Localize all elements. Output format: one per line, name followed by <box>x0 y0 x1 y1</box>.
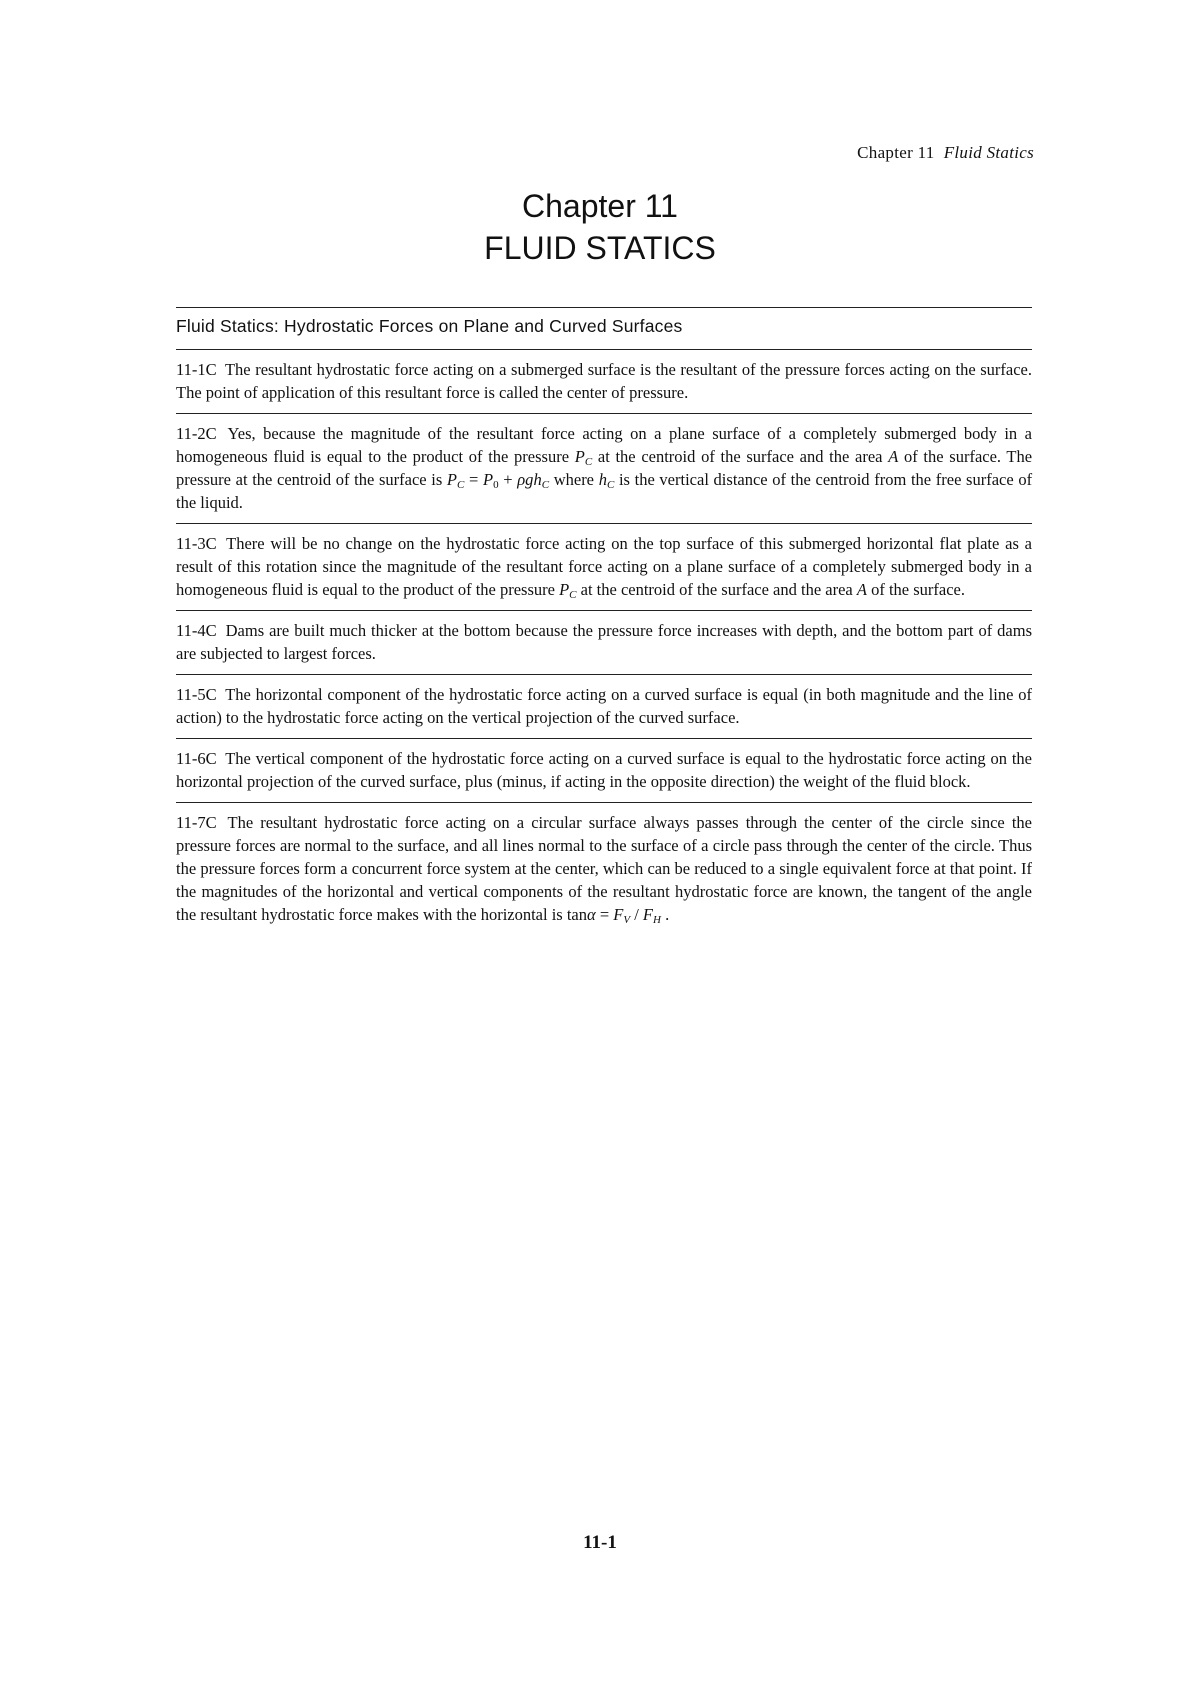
math-sub-c: C <box>569 589 577 601</box>
problem-text: The resultant hydrostatic force acting on a circular surface always passes through the center of the circle since the pressure forces are normal to the surface, and all lines normal to the surface of a circle pass through the center of the circle. Thus the pressure forces form a concurrent force system at the center, which can be reduced to a single equivalent force at that point. If the magnitudes of the horizontal and vertical components of the resultant hydrostatic force are known, the tangent of the angle the resultant hydrostatic force makes with the horizontal is <box>176 813 1033 924</box>
math-sub-c: C <box>606 479 615 491</box>
math-sub-c: C <box>541 479 550 491</box>
running-header <box>857 143 1034 163</box>
problem-number: 11-6C <box>176 749 217 768</box>
math-tan: tan <box>566 905 588 924</box>
math-p: P <box>559 580 570 599</box>
header-chapter-topic: Fluid Statics <box>943 143 1034 162</box>
math-rho-g: ρg <box>517 470 534 489</box>
content <box>176 307 1032 935</box>
problem-number: 11-7C <box>176 813 217 832</box>
math-a: A <box>856 580 867 599</box>
problem-11-7c <box>176 803 1032 935</box>
math-eq: = <box>599 905 610 924</box>
math-sub-c: C <box>584 456 593 468</box>
problem-11-2c <box>176 414 1032 523</box>
problem-text: is the vertical distance of the centroid from the free surface of the liquid. <box>176 470 1033 512</box>
problem-text: where <box>553 470 595 489</box>
problem-text: The horizontal component of the hydrostatic force acting on a curved surface is equal (in both magnitude and the line of action) to the hydrostatic force acting on the vertical projection of the curved surface. <box>176 685 1032 727</box>
problem-number: 11-3C <box>176 534 217 553</box>
problem-text: The vertical component of the hydrostatic force acting on a curved surface is equal to the hydrostatic force acting on the horizontal projection of the curved surface, plus (minus, if acting in the opposite direction) the weight of the fluid block. <box>176 749 1033 791</box>
problem-11-5c <box>176 675 1032 738</box>
problem-number: 11-5C <box>176 685 217 704</box>
problem-text: at the centroid of the surface and the area <box>580 580 853 599</box>
problem-11-4c <box>176 611 1032 674</box>
math-f: F <box>642 905 654 924</box>
page-number: 11-1 <box>583 1532 617 1553</box>
math-sub-v: V <box>623 914 631 926</box>
problem-text: Yes, because the magnitude of the resultant force acting on a plane surface of a completely submerged body in a homogeneous fluid is equal to the product of the pressure <box>176 424 1032 466</box>
problem-text: . <box>665 905 670 924</box>
math-alpha: α <box>587 905 596 924</box>
problem-number: 11-4C <box>176 621 217 640</box>
problem-11-3c <box>176 524 1032 610</box>
problem-11-1c <box>176 350 1032 413</box>
math-h: h <box>598 470 607 489</box>
math-eq: = <box>469 470 479 489</box>
math-sub-0: 0 <box>493 479 499 491</box>
math-sub-c: C <box>457 479 465 491</box>
problem-text: at the centroid of the surface and the area <box>597 447 883 466</box>
math-p: P <box>574 447 585 466</box>
math-h: h <box>533 470 542 489</box>
math-plus: + <box>503 470 513 489</box>
math-p: P <box>446 470 458 489</box>
problem-text: The resultant hydrostatic force acting on a submerged surface is the resultant of the pressure forces acting on the surface. The point of application of this resultant force is called the center of pressure. <box>176 360 1033 402</box>
problem-number: 11-2C <box>176 424 217 443</box>
math-a: A <box>888 447 899 466</box>
math-slash: / <box>634 905 639 924</box>
problem-text: There will be no change on the hydrostatic force acting on the top surface of this submerged horizontal flat plate as a result of this rotation since the magnitude of the resultant force acting on a plane surface of a completely submerged body in a homogeneous fluid is equal to the product of the pressure <box>176 534 1032 599</box>
math-f: F <box>613 905 624 924</box>
chapter-number: Chapter 11 <box>522 188 678 224</box>
chapter-title <box>0 185 1200 269</box>
problem-11-6c <box>176 739 1032 802</box>
problem-text: of the surface. <box>871 580 966 599</box>
section-title: Fluid Statics: Hydrostatic Forces on Plane and Curved Surfaces <box>176 316 683 336</box>
chapter-name: FLUID STATICS <box>484 230 716 266</box>
math-sub-h: H <box>653 914 661 926</box>
problem-number: 11-1C <box>176 360 217 379</box>
problem-text: Dams are built much thicker at the bottom because the pressure force increases with depth, and the bottom part of dams are subjected to largest forces. <box>176 621 1032 663</box>
problem-text: of the surface. The pressure at the centroid of the surface is <box>176 447 1033 489</box>
math-p: P <box>483 470 494 489</box>
header-chapter-ref: Chapter 11 <box>857 143 935 162</box>
